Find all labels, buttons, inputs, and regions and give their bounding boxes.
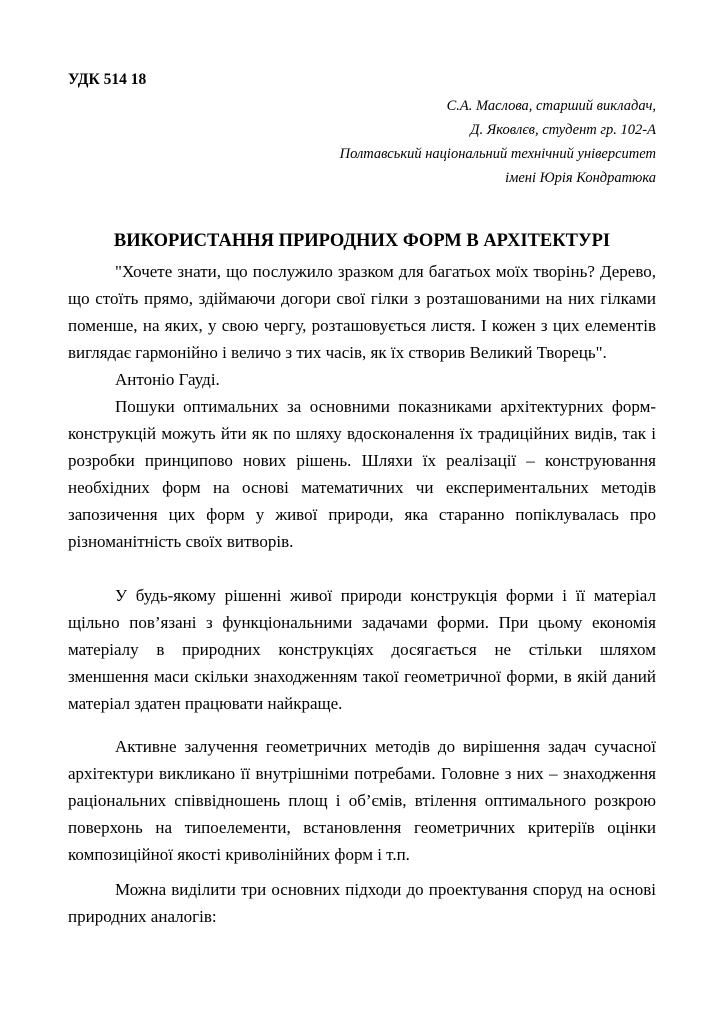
text-line: запозичення цих форм у живої природи, яка старанно попіклувалась про	[68, 505, 656, 524]
text-line: матеріалу в природних конструкціях досягається не стільки шляхом	[68, 640, 656, 659]
text-line: конструкцій можуть йти як по шляху вдосконалення їх традиційних видів, так і	[68, 424, 656, 443]
text-line: зменшення маси скільки знаходженням такої геометричної форми, в якій даний	[68, 667, 656, 686]
text-line: поверхонь на типоелементи, встановлення геометричних критеріїв оцінки	[68, 818, 656, 837]
affiliation-line: Полтавський національний технічний університет	[339, 146, 656, 162]
text-line: Можна виділити три основних підходи до проектування споруд на основі	[115, 880, 656, 899]
text-line: різноманітність своїх витворів.	[68, 532, 294, 551]
epigraph-attribution	[68, 366, 656, 393]
text-line: що стоїть прямо, здіймаючи догори свої гілки з розташованими на них гілками	[68, 289, 656, 308]
text-line: розробки принципово нових рішень. Шляхи їх реалізації – конструювання	[68, 451, 656, 470]
body-paragraph	[68, 876, 656, 930]
text-line: Антоніо Гауді.	[115, 370, 220, 389]
text-line: Активне залучення геометричних методів до вирішення задач сучасної	[115, 737, 656, 756]
affiliation-line: імені Юрія Кондратюка	[505, 170, 656, 186]
text-line: "Хочете знати, що послужило зразком для багатьох моїх творінь? Дерево,	[115, 262, 656, 281]
text-line: У будь-якому рішенні живої природи конструкція форми і її матеріал	[115, 586, 656, 605]
text-line: архітектури викликано її внутрішніми потребами. Головне з них – знаходження	[68, 764, 656, 783]
text-line: матеріал здатен працювати найкраще.	[68, 694, 343, 713]
article-title: ВИКОРИСТАННЯ ПРИРОДНИХ ФОРМ В АРХІТЕКТУРІ	[113, 231, 611, 251]
body-paragraph	[68, 733, 656, 868]
author-line: С.А. Маслова, старший викладач,	[446, 98, 656, 114]
author-line: Д. Яковлєв, студент гр. 102-А	[470, 122, 656, 138]
text-line: композиційної якості криволінійних форм і т.п.	[68, 845, 410, 864]
body-paragraph	[68, 393, 656, 555]
epigraph-quote	[68, 258, 656, 366]
body-paragraph	[68, 582, 656, 717]
text-line: поменше, на яких, у свою чергу, розташовується листя. І кожен з цих елементів	[68, 316, 656, 335]
text-line: Пошуки оптимальних за основними показниками архітектурних форм-	[115, 397, 656, 416]
text-line: необхідних форм на основі математичних чи експериментальних методів	[68, 478, 656, 497]
text-line: щільно пов’язані з функціональними задачами форми. При цьому економія	[68, 613, 656, 632]
text-line: виглядає гармонійно і величо з тих часів, як їх створив Великий Творець".	[68, 343, 607, 362]
author-block	[340, 94, 656, 190]
document-page	[68, 0, 656, 1024]
udk-code: УДК 514 18	[68, 71, 147, 88]
text-line: природних аналогів:	[68, 907, 217, 926]
text-line: раціональних співвідношень площ і об’ємів, втілення оптимального розкрою	[68, 791, 656, 810]
